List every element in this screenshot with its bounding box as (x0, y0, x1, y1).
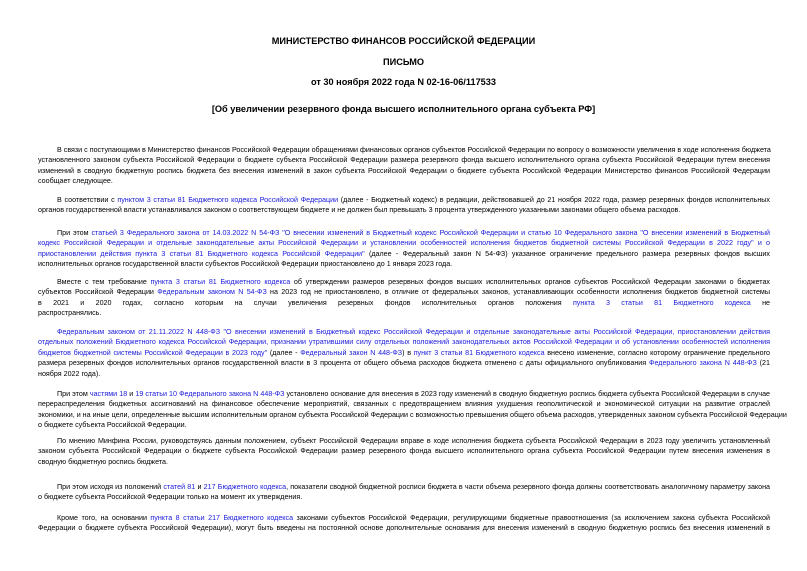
text-run: (далее - (267, 348, 301, 357)
paragraph-line (38, 389, 770, 399)
paragraph-line (38, 195, 770, 205)
paragraph-line (38, 492, 770, 502)
text-run: исполнительных органов государственной власти субъектов Российской Федерации приостановлено до 1 января 2023 года. (38, 260, 453, 269)
paragraph-line (38, 205, 770, 215)
letter-paragraph (38, 327, 770, 379)
paragraph-line (38, 348, 770, 358)
text-run: Федерации о бюджете субъекта Российской Федерации), могут быть введены на постоянной основе дополнительные основания для внесения изменений в сводную бюджетную роспись без внесения изменений в (38, 524, 770, 533)
ministry-title: МИНИСТЕРСТВО ФИНАНСОВ РОССИЙСКОЙ ФЕДЕРАЦИИ (271, 36, 536, 46)
text-run: в 2021 и 2020 годах, согласно которым на случаи увеличения резервных фондов исполнительных органов положения (38, 298, 573, 307)
text-run: , показатели сводной бюджетной росписи бюджета в части объема резервного фонда должны соответствовать аналогичному параметру закона (286, 483, 771, 491)
paragraph-line (38, 369, 770, 379)
paragraph-line (38, 287, 770, 297)
text-run: об утверждении размеров резервных фондов высших исполнительных органов субъектов Российской Федерации законами о бюджетах (290, 278, 770, 286)
document-link[interactable]: 19 статьи 10 Федерального закона N 448-ФЗ (135, 390, 285, 398)
letter-paragraph (38, 277, 770, 319)
document-link[interactable]: Федеральным законом от 21.11.2022 N 448-ФЗ "О внесении изменений в Бюджетный кодекс Российской Федерации и отдельные законодательные акты Российской Федерации, приостановлении действия (57, 328, 770, 336)
text-run: Вместе с тем требование (57, 278, 151, 286)
text-run: В соответствии с (57, 196, 118, 204)
paragraph-line (38, 249, 770, 259)
letter-paragraph (38, 145, 770, 187)
paragraph-line (38, 482, 770, 492)
document-link[interactable]: статей 81 (163, 483, 196, 491)
text-run: и (195, 483, 204, 491)
document-date-number: от 30 ноября 2022 года N 02-16-06/117533 (310, 77, 497, 87)
paragraph-line (38, 523, 770, 533)
document-link[interactable]: отдельных положений Бюджетного кодекса Российской Федерации, признании утратившими силу отдельных положений законодательных актов Российской Федерации и об установлении особенностей исполнения (38, 338, 770, 347)
document-link[interactable]: статьей 3 Федерального закона от 14.03.2022 N 54-ФЗ "О внесении изменений в Бюджетный кодекс Российской Федерации и статью 10 Федерального закона "О внесении изменений в Бюджетный (91, 229, 770, 237)
document-link[interactable]: Федерального закона N 448-ФЗ (649, 359, 757, 368)
text-run: и (127, 390, 136, 398)
paragraph-line (38, 155, 770, 165)
document-link[interactable]: кодекс Российской Федерации и отдельные законодательные акты Российской Федерации и установлении особенностей исполнения бюджетов бюджетной системы Российской Федерации в 2022 году" и о (38, 239, 770, 248)
text-run: В связи с поступающими в Министерство финансов Российской Федерации обращениями финансовых органов субъектов Российской Федерации по вопросу о возможности увеличения в ходе исполнения бюджета (57, 146, 771, 154)
paragraph-line (38, 457, 770, 467)
text-run: При этом (57, 390, 90, 398)
document-link[interactable]: 217 Бюджетного кодекса (203, 483, 287, 491)
text-run: законами субъектов Российской Федерации, регулирующими бюджетные правоотношения (за исключением закона субъекта Российской (293, 514, 770, 522)
paragraph-line (38, 308, 770, 318)
paragraph-line (38, 176, 770, 186)
paragraph-line (38, 337, 770, 347)
text-run: сводную бюджетную роспись бюджета. (38, 457, 168, 466)
text-run: внесено изменение, согласно которому ограничение предельного (544, 348, 771, 357)
text-run: размера резервных фондов исполнительных органов государственной власти в 3 процента от общего объема расходов бюджета отменено с даты официального опубликования (38, 359, 650, 368)
text-run: перераспределения бюджетных ассигнований на финансовое обеспечение мероприятий, связанных с предотвращением влияния ухудшения геополитической и экономической ситуации на развитие отраслей (38, 400, 770, 409)
text-run: При этом (57, 229, 92, 237)
paragraph-line (38, 436, 770, 446)
text-run: установлено основание для внесения в 2023 году изменений в сводную бюджетную роспись бюджета субъекта Российской Федерации в случае (284, 390, 771, 398)
letter-paragraph (38, 195, 770, 216)
text-run: экономики, и на иные цели, определенные высшим исполнительным органом субъекта Российской Федерации с возможностью превышения общего объема расходов, утвержденных законом субъекта Российской Федерации (38, 410, 787, 419)
document-subject: [Об увеличении резервного фонда высшего исполнительного органа субъекта РФ] (211, 104, 596, 114)
text-run: При этом исходя из положений (57, 483, 164, 491)
document-link[interactable]: пункт 3 статьи 81 Бюджетного кодекса (413, 348, 545, 357)
document-link[interactable]: пункта 8 статьи 217 Бюджетного кодекса (150, 514, 294, 522)
paragraph-line (38, 446, 770, 456)
document-link[interactable]: приостановлении действия пункта 3 статьи 81 Бюджетного кодекса Российской Федерации" (38, 249, 365, 258)
text-run: изменений в сводную бюджетную роспись бюджета без внесения изменений в закон субъекта Российской Федерации о бюджете субъекта Российской Федерации Министерство финансов Российской Федерации (38, 166, 770, 175)
document-link[interactable]: пункта 3 статьи 81 Бюджетного кодекса (572, 298, 751, 307)
text-run: законом субъекта Российской Федерации о бюджете субъекта Российской Федерации размер резервного фонда высшего исполнительного органа субъекта Российской Федерации путем внесения изменения в (38, 447, 770, 456)
paragraph-line (38, 277, 770, 287)
text-run: установленного законом субъекта Российской Федерации о бюджете субъекта Российской Федерации размера резервного фонда высшего исполнительного органа субъекта Российской Федерации путем внесения (38, 156, 770, 165)
text-run: субъектов Российской Федерации (38, 288, 158, 297)
paragraph-line (38, 399, 770, 409)
text-run: на 2023 год не приостановлено, в отличие от федеральных законов, устанавливающих особенности исполнения бюджетов бюджетной системы (266, 288, 770, 297)
letter-paragraph (38, 389, 787, 431)
text-run: Кроме того, на основании (57, 514, 151, 522)
paragraph-line (38, 513, 770, 523)
document-type: ПИСЬМО (382, 57, 425, 67)
text-run: сообщает следующее. (38, 177, 113, 186)
document-link[interactable]: частями 18 (89, 390, 128, 398)
text-run: органов государственной власти устанавливался законом о соответствующем бюджете и не должен был превышать 3 процента утвержденного указанными законами общего объема расходов. (38, 206, 681, 215)
text-run: (21 (756, 359, 770, 368)
text-run: распространялись. (38, 309, 102, 318)
document-link[interactable]: пунктом 3 статьи 81 Бюджетного кодекса Российской Федерации (117, 196, 339, 204)
text-run: ноября 2022 года). (38, 369, 101, 378)
paragraph-line (38, 228, 770, 238)
letter-paragraph (38, 228, 770, 270)
document-link[interactable]: пункта 3 статьи 81 Бюджетного кодекса (150, 278, 291, 286)
paragraph-line (38, 259, 770, 269)
document-link[interactable]: Федеральный закон N 448-ФЗ (300, 348, 403, 357)
paragraph-line (38, 410, 787, 420)
paragraph-line (38, 238, 770, 248)
paragraph-line (38, 145, 770, 155)
text-run: (далее - Федеральный закон N 54-ФЗ) указанное ограничение предельного размера резервных фондов высших (364, 249, 770, 258)
paragraph-line (38, 358, 770, 368)
paragraph-line (38, 298, 770, 308)
text-run: не (750, 298, 771, 307)
document-link[interactable]: бюджетов бюджетной системы Российской Федерации в 2023 году" (38, 348, 268, 357)
text-run: По мнению Минфина России, руководствуясь данным положением, субъект Российской Федерации вправе в ходе исполнения бюджета субъекта Российской Федерации в 2023 году увеличить установленный (57, 437, 770, 445)
paragraph-line (38, 166, 770, 176)
text-run: о бюджете субъекта Российской Федерации только на момент их утверждения. (38, 493, 303, 502)
letter-paragraph (38, 513, 770, 534)
paragraph-line (38, 327, 770, 337)
text-run: (далее - Бюджетный кодекс) в редакции, действовавшей до 21 ноября 2022 года, размер резервных фондов исполнительных (338, 196, 770, 204)
text-run: о бюджете субъекта Российской Федерации. (38, 421, 187, 430)
letter-paragraph (38, 482, 770, 503)
letter-paragraph (38, 436, 770, 467)
document-link[interactable]: Федеральным законом N 54-ФЗ (157, 288, 267, 297)
text-run: ) в (402, 348, 414, 357)
paragraph-line (38, 420, 770, 430)
